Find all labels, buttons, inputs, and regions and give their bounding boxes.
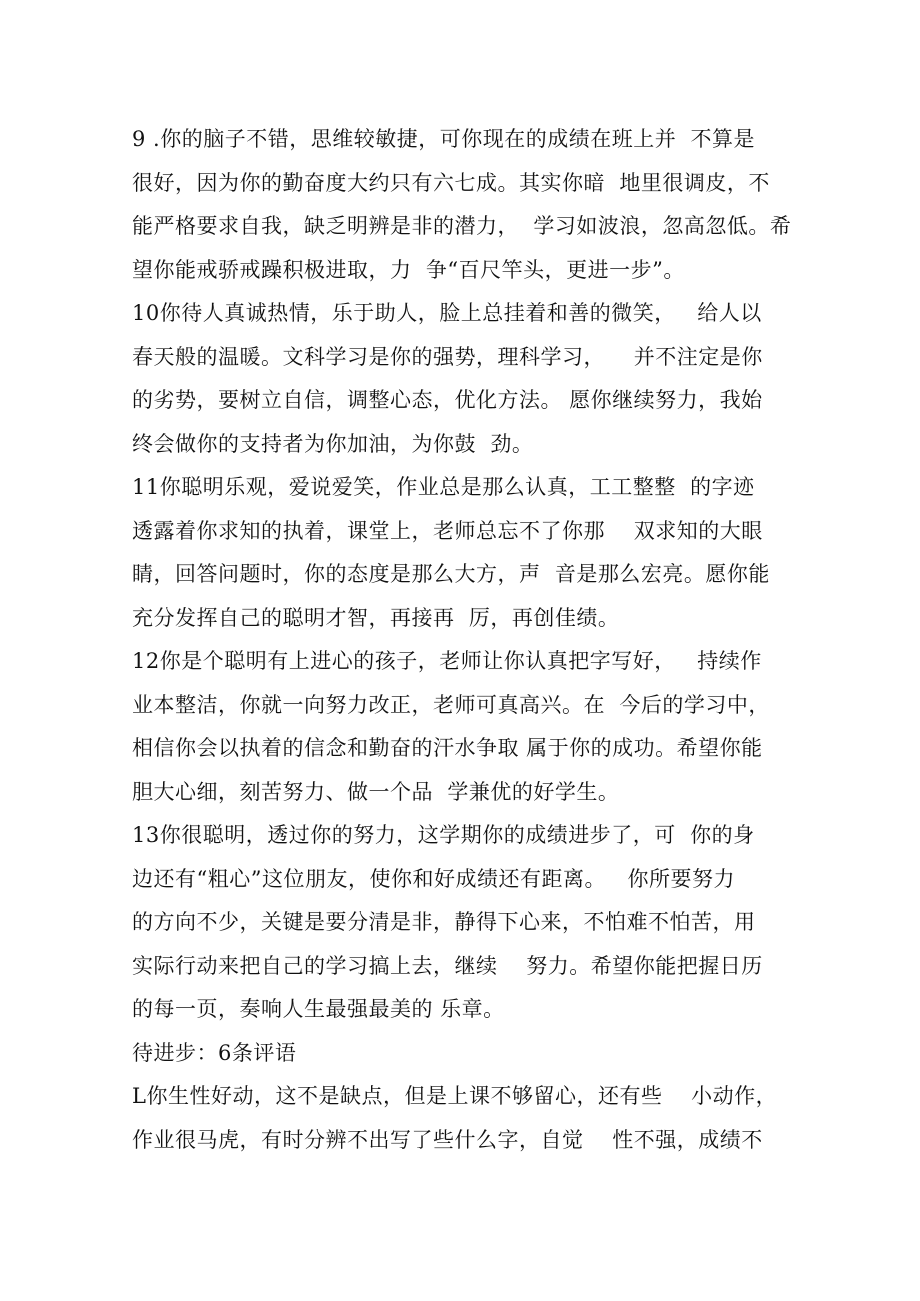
- text-line: 11你聪明乐观，爱说爱笑，作业总是那么认真，工工整整 的字迹: [132, 475, 755, 499]
- comment-13-paragraph: [132, 814, 822, 1032]
- text-line: 很好，因为你的勤奋度大约只有六七成。其实你暗 地里很调皮，不: [132, 170, 770, 195]
- comment-10-paragraph: [132, 292, 822, 466]
- text-line: 业本整洁，你就一向努力改正，老师可真高兴。在 今后的学习中，: [132, 692, 770, 717]
- section-heading: [132, 1032, 822, 1076]
- text-line: 胆大心细，刻苦努力、做一个品 学兼优的好学生。: [132, 779, 620, 804]
- text-line: 的劣势，要树立自信，调整心态，优化方法。 愿你继续努力，我始: [132, 388, 763, 412]
- section-heading-text: 待进步：6条评语: [132, 1040, 297, 1065]
- text-line: 望你能戒骄戒躁积极进取，力 争“百尺竿头，更进一步”。: [132, 257, 685, 282]
- text-line: 作业很马虎，有时分辨不出写了些什么字，自觉 性不强，成绩不: [132, 1127, 763, 1152]
- comment-12-paragraph: [132, 640, 822, 814]
- text-line: 边还有“粗心”这位朋友，使你和好成绩还有距离。 你所要努力: [132, 866, 735, 891]
- text-line: 充分发挥自己的聪明才智，再接再 厉，再创佳绩。: [132, 605, 620, 630]
- text-line: 的方向不少，关键是要分清是非，静得下心来，不怕难不怕苦，用: [132, 910, 756, 934]
- comment-L-paragraph: [132, 1075, 822, 1162]
- text-line: 春天般的温暖。文科学习是你的强势，理科学习， 并不注定是你: [132, 344, 763, 369]
- text-line: 透露着你求知的执着，课堂上，老师总忘不了你那 双求知的大眼: [132, 518, 763, 543]
- text-line: 终会做你的支持者为你加油，为你鼓 劲。: [132, 431, 534, 456]
- text-line: 9 .你的脑子不错，思维较敏捷，可你现在的成绩在班上并 不算是: [132, 127, 756, 151]
- document-body: [132, 118, 822, 1162]
- comment-9-paragraph: [132, 118, 822, 292]
- text-line: 13你很聪明，透过你的努力，这学期你的成绩进步了，可 你的身: [132, 823, 755, 847]
- text-line: 睛，回答问题时，你的态度是那么大方，声 音是那么宏亮。愿你能: [132, 562, 770, 586]
- text-line: 实际行动来把自己的学习搞上去，继续 努力。希望你能把握日历: [132, 953, 763, 978]
- text-line: L你生性好动，这不是缺点，但是上课不够留心，还有些 小动作，: [132, 1084, 778, 1108]
- text-line: 10你待人真诚热情，乐于助人，脸上总挂着和善的微笑， 给人以: [132, 301, 762, 325]
- text-line: 相信你会以执着的信念和勤奋的汗水争取 属于你的成功。希望你能: [132, 736, 763, 760]
- text-line: 12你是个聪明有上进心的孩子，老师让你认真把字写好， 持续作: [132, 649, 762, 673]
- text-line: 能严格要求自我，缺乏明辨是非的潜力， 学习如波浪，忽高忽低。希: [132, 214, 792, 238]
- text-line: 的每一页，奏响人生最强最美的 乐章。: [132, 997, 505, 1021]
- comment-11-paragraph: [132, 466, 822, 640]
